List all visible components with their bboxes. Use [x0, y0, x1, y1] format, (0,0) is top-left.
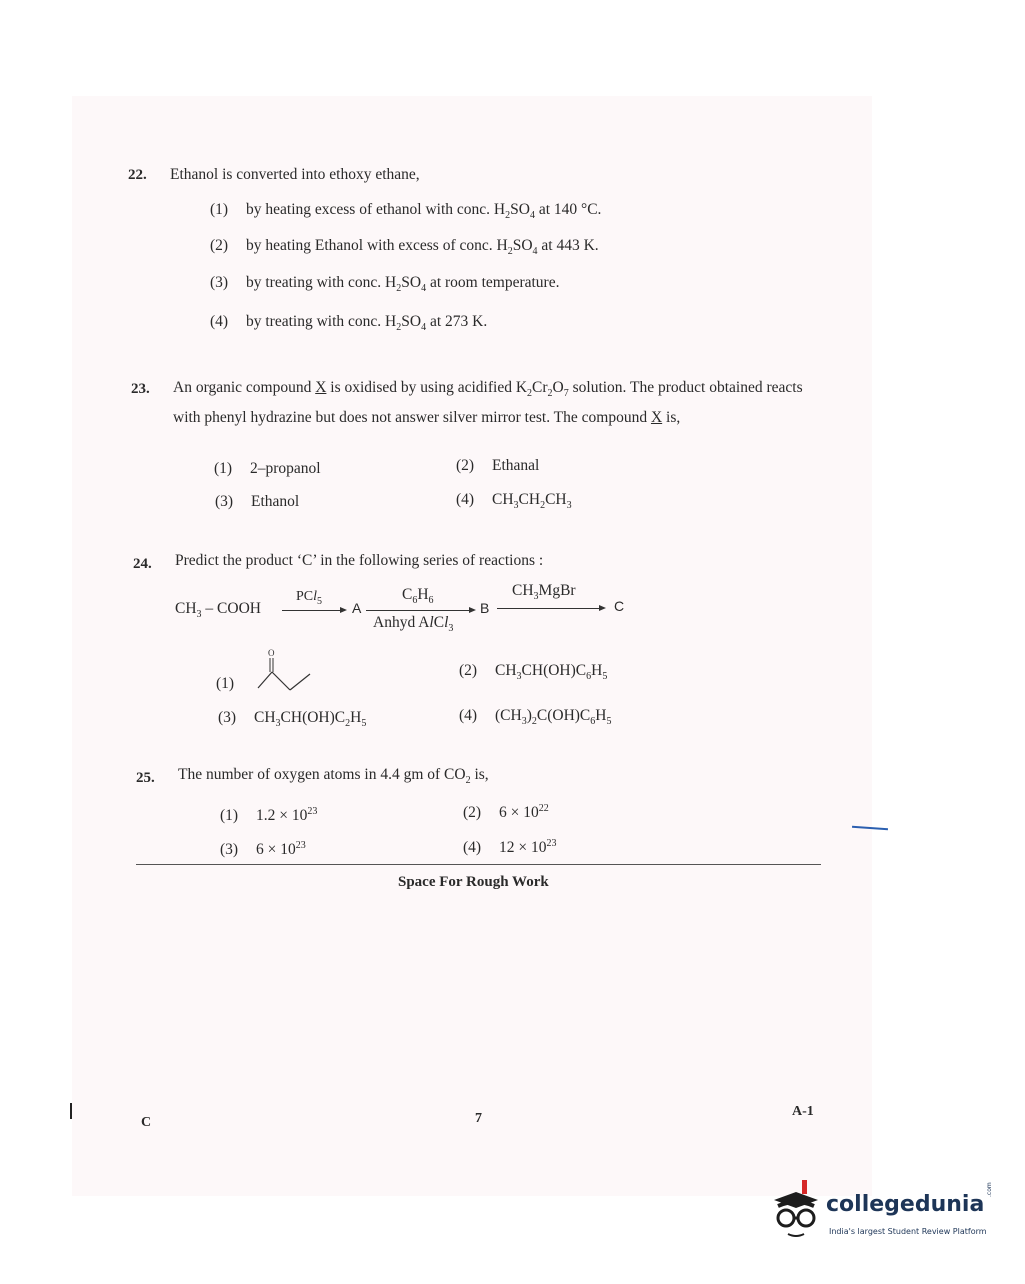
q25-option-3[interactable]: (3) $6 \times 10^{23}$ [220, 840, 306, 859]
q25-number: 25. [136, 770, 155, 786]
arrow-2 [366, 610, 470, 611]
q22-text: Ethanol is converted into ethoxy ethane, [170, 166, 420, 183]
acetone-structure [252, 644, 322, 694]
q22-option-1[interactable]: (1) by heating excess of ethanol with conc. $H_2SO_4$ at 140 °C. [210, 201, 602, 222]
arrow-2-head [469, 607, 476, 613]
product-c: C [614, 598, 625, 614]
q24-option-2[interactable]: (2) $CH_3CH(OH)C_6H_5$ [459, 662, 608, 683]
acetone-oxygen-label: O [268, 648, 275, 658]
q23-number: 23. [131, 381, 150, 397]
logo-tagline: India's largest Student Review Platform [829, 1227, 987, 1236]
q24-text: Predict the product ‘C’ in the following series of reactions : [175, 552, 544, 569]
arrow-3-head [599, 605, 606, 611]
reagent-pcl5: PCl$_5$ [296, 589, 323, 607]
footer-page-number: 7 [475, 1111, 482, 1126]
paper-sheet [72, 96, 872, 1196]
q23-option-4[interactable]: (4) $CH_3CH_2CH_3$ [456, 491, 572, 512]
rough-work-divider [136, 864, 821, 865]
q25-option-1[interactable]: (1) $1.2 \times 10^{23}$ [220, 806, 318, 825]
q22-option-2[interactable]: (2) by heating Ethanol with excess of conc. $H_2SO_4$ at 443 K. [210, 237, 599, 258]
q24-option-4[interactable]: (4) $(CH_3)_2C(OH)C_6H_5$ [459, 707, 612, 728]
q25-text: The number of oxygen atoms in 4.4 gm of $CO_2$ is, [178, 766, 489, 787]
reactant-acetic-acid: $CH_3$ – COOH [175, 600, 261, 621]
footer-series: C [141, 1115, 152, 1130]
q25-option-2[interactable]: (2) $6 \times 10^{22}$ [463, 803, 549, 822]
reagent-benzene: $C_6H_6$ [402, 586, 434, 607]
scan-mark-left [70, 1103, 72, 1119]
arrow-1 [282, 610, 340, 611]
mascot-icon [766, 1178, 826, 1250]
rough-work-label: Space For Rough Work [398, 874, 549, 890]
product-b: B [480, 600, 490, 616]
q22-number: 22. [128, 167, 147, 183]
q23-option-2[interactable]: (2) Ethanal [456, 457, 540, 474]
q22-option-4[interactable]: (4) by treating with conc. $H_2SO_4$ at 273 K. [210, 313, 488, 334]
q23-text: An organic compound X is oxidised by using acidified $K_2Cr_2O_7$ solution. The product obtained reacts with phenyl hydrazine but does not answer silver mirror test. The compound X is, [173, 379, 803, 427]
footer-paper-code: A-1 [792, 1104, 814, 1119]
q23-option-1[interactable]: (1) 2–propanol [214, 460, 321, 477]
q24-number: 24. [133, 556, 152, 572]
q23-option-3[interactable]: (3) Ethanol [215, 493, 300, 510]
logo-dotcom: .com [986, 1182, 993, 1197]
q24-option-1[interactable]: (1) [216, 675, 235, 692]
arrow-3 [497, 608, 600, 609]
arrow-1-head [340, 607, 347, 613]
logo-wordmark: collegedunia [826, 1192, 985, 1217]
reagent-anhyd-alcl3: Anhyd AlCl$_3$ [373, 614, 454, 635]
q24-option-3[interactable]: (3) $CH_3CH(OH)C_2H_5$ [218, 709, 367, 730]
product-a: A [352, 600, 362, 616]
q22-option-3[interactable]: (3) by treating with conc. $H_2SO_4$ at room temperature. [210, 274, 560, 295]
q25-option-4[interactable]: (4) $12 \times 10^{23}$ [463, 838, 557, 857]
reagent-ch3mgbr: $CH_3MgBr$ [512, 582, 576, 603]
